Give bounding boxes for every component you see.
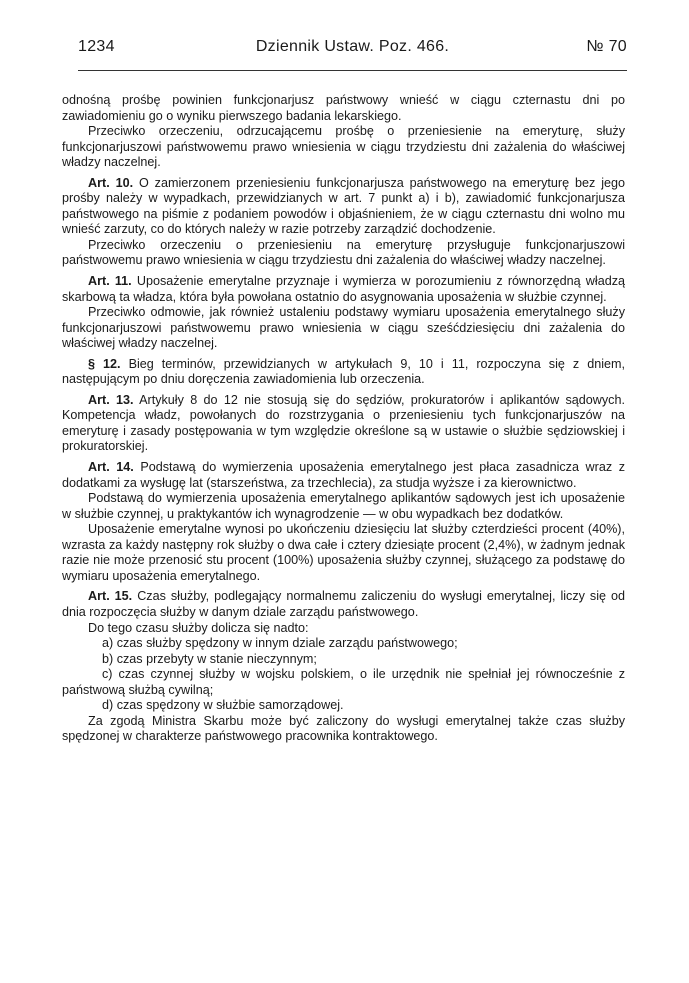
paragraph-text: Przeciwko odmowie, jak również ustaleniu podstawy wymiaru uposażenia emerytalnego służy funkcjonarjuszowi państwowemu prawo wniesienia w ciągu sześćdziesięciu dni zażalenia do właściwej władzy naczelnej. bbox=[62, 305, 625, 351]
paragraph bbox=[62, 636, 625, 652]
paragraph-text: Do tego czasu służby dolicza się nadto: bbox=[88, 620, 309, 635]
article-label: Art. 11. bbox=[88, 274, 132, 289]
paragraph bbox=[62, 621, 625, 637]
paragraph-text: Uposażenie emerytalne wynosi po ukończeniu dziesięciu lat służby czterdzieści procent (40%), wzrasta za każdy następny rok służby o dwa całe i cztery dziesiąte procent (2,4%), w żadnym jednak razie nie może przenosić stu procent (100%) uposażenia służby czynnej, służącego za podstawę do wymiaru uposażenia emerytalnego. bbox=[62, 522, 625, 583]
article-paragraph bbox=[62, 460, 625, 491]
article-label: § 12. bbox=[88, 356, 121, 371]
article-label: Art. 10. bbox=[88, 175, 134, 190]
article-paragraph bbox=[62, 357, 625, 388]
article-label: Art. 14. bbox=[88, 460, 134, 475]
article-paragraph bbox=[62, 176, 625, 238]
paragraph bbox=[62, 124, 625, 171]
paragraph-text: Przeciwko orzeczeniu o przeniesieniu na emeryturę przysługuje funkcjonarjuszowi państwowemu prawo wniesienia w ciągu trzydziestu dni zażalenia do właściwej władzy naczelnej. bbox=[62, 237, 625, 268]
article-paragraph bbox=[62, 274, 625, 305]
journal-title: Dziennik Ustaw. Poz. 466. bbox=[255, 38, 450, 55]
article-paragraph bbox=[62, 589, 625, 620]
paragraph bbox=[62, 491, 625, 522]
paragraph bbox=[62, 93, 625, 124]
page-number: 1234 bbox=[78, 38, 115, 55]
paragraph-text: Przeciwko orzeczeniu, odrzucającemu prośbę o przeniesienie na emeryturę, służy funkcjonarjuszowi państwowemu prawo wniesienia w ciągu trzydziestu dni zażalenia do właściwej władzy naczelnej. bbox=[62, 124, 625, 170]
paragraph-text: c) czas czynnej służby w wojsku polskiem, o ile urzędnik nie spełniał jej równocześnie z państwową służbą cywilną; bbox=[62, 667, 625, 697]
issue-number: № 70 bbox=[586, 38, 627, 55]
paragraph-text: odnośną prośbę powinien funkcjonarjusz państwowy wnieść w ciągu czternastu dni po zawiadomieniu go o wyniku pierwszego badania lekarskiego. bbox=[62, 93, 625, 123]
paragraph-text: b) czas przebyty w stanie nieczynnym; bbox=[102, 651, 317, 666]
paragraph bbox=[62, 652, 625, 668]
paragraph bbox=[62, 238, 625, 269]
paragraph-text: Czas służby, podlegający normalnemu zaliczeniu do wysługi emerytalnej, liczy się od dnia rozpoczęcia służby w danym dziale zarządu państwowego. bbox=[62, 589, 626, 619]
paragraph-text: Za zgodą Ministra Skarbu może być zaliczony do wysługi emerytalnej także czas służby spędzonej w charakterze państwowego pracownika kontraktowego. bbox=[62, 713, 625, 744]
paragraph-text: Podstawą do wymierzenia uposażenia emerytalnego aplikantów sądowych jest ich uposażenie w służbie czynnej, u praktykantów ich wynagrodzenie — w obu wypadkach bez dodatków. bbox=[62, 491, 625, 521]
page-header bbox=[78, 38, 627, 60]
paragraph bbox=[62, 714, 625, 745]
article-paragraph bbox=[62, 393, 625, 455]
article-label: Art. 15. bbox=[88, 589, 133, 604]
paragraph bbox=[62, 522, 625, 584]
paragraph-text: Podstawą do wymierzenia uposażenia emerytalnego jest płaca zasadnicza wraz z dodatkami za wysługę lat (starszeństwa, za trzechlecia), za studja wyższe i za kierownictwo. bbox=[62, 460, 625, 490]
header-rule bbox=[78, 70, 627, 71]
document-body bbox=[62, 93, 625, 745]
paragraph bbox=[62, 667, 625, 698]
paragraph-text: Bieg terminów, przewidzianych w artykułach 9, 10 i 11, rozpoczyna się z dniem, następującym po dniu doręczenia zawiadomienia lub orzeczenia. bbox=[62, 356, 626, 387]
paragraph-text: O zamierzonem przeniesieniu funkcjonarjusza państwowego na emeryturę bez jego prośby należy w wypadkach, przewidzianych w art. 7 punkt a) i b), zawiadomić funkcjonarjusza państwowego na piśmie z podaniem powodów i objaśnieniem, że w ciągu czternastu dni wolno mu wnieść zarzuty, co do których należy w razie potrzeby zarządzić dochodzenie. bbox=[62, 175, 626, 237]
paragraph bbox=[62, 698, 625, 714]
paragraph-text: a) czas służby spędzony w innym dziale zarządu państwowego; bbox=[102, 636, 458, 651]
paragraph-text: d) czas spędzony w służbie samorządowej. bbox=[102, 698, 344, 713]
paragraph-text: Uposażenie emerytalne przyznaje i wymierza w porozumieniu z równorzędną władzą skarbową ta władza, która była powołana ostatnio do asygnowania uposażenia w służbie czynnej. bbox=[62, 274, 626, 304]
paragraph-text: Artykuły 8 do 12 nie stosują się do sędziów, prokuratorów i aplikantów sądowych. Kompetencja władz, powołanych do rozstrzygania o przeniesieniu tych funkcjonarjuszów na emeryturę i zasady postępowania w tym względzie określone są w ustawie o służbie sędziowskiej i prokuratorskiej. bbox=[62, 392, 625, 454]
article-label: Art. 13. bbox=[88, 392, 134, 407]
paragraph bbox=[62, 305, 625, 352]
